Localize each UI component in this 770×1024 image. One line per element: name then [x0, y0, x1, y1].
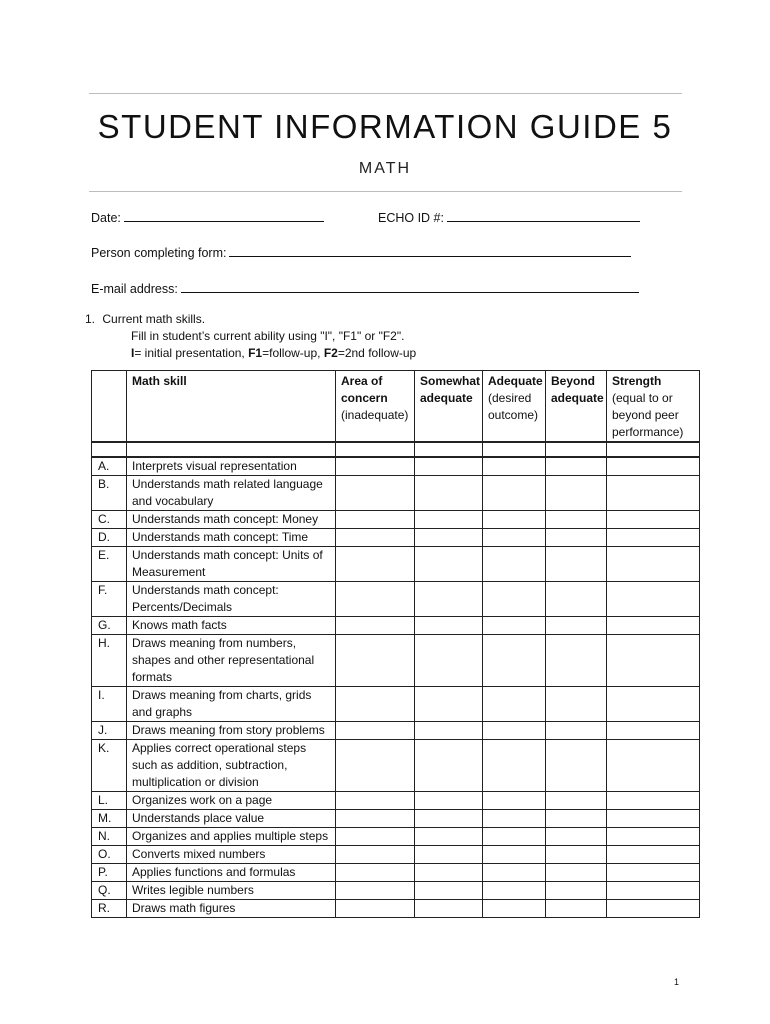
- row-letter: I.: [92, 687, 127, 722]
- spacer-row: [92, 442, 700, 457]
- date-field[interactable]: [91, 210, 324, 225]
- table-row: [92, 457, 700, 476]
- row-letter: L.: [92, 792, 127, 810]
- header-somewhat-adequate: Somewhat adequate: [415, 371, 483, 443]
- row-skill: Understands place value: [127, 810, 336, 828]
- table-row: [92, 582, 700, 617]
- rating-cell-beyond-adequate[interactable]: [546, 687, 607, 722]
- rating-cell-somewhat-adequate[interactable]: [415, 687, 483, 722]
- table-row: [92, 792, 700, 810]
- rating-cell-strength[interactable]: [607, 476, 700, 511]
- email-field[interactable]: [91, 281, 639, 296]
- person-completing-label: Person completing form:: [91, 246, 227, 260]
- rating-cell-area-of-concern[interactable]: [336, 864, 415, 882]
- section-number: 1.: [85, 312, 96, 326]
- table-row: [92, 882, 700, 900]
- row-letter: K.: [92, 740, 127, 792]
- rating-cell-strength[interactable]: [607, 828, 700, 846]
- rating-cell-somewhat-adequate[interactable]: [415, 547, 483, 582]
- header-adequate: Adequate (desired outcome): [483, 371, 546, 443]
- row-skill: Draws math figures: [127, 900, 336, 918]
- row-letter: G.: [92, 617, 127, 635]
- row-letter: R.: [92, 900, 127, 918]
- header-math-skill: Math skill: [127, 371, 336, 443]
- rating-cell-adequate[interactable]: [483, 740, 546, 792]
- rating-cell-beyond-adequate[interactable]: [546, 810, 607, 828]
- rating-cell-area-of-concern[interactable]: [336, 476, 415, 511]
- rating-cell-beyond-adequate[interactable]: [546, 511, 607, 529]
- rating-cell-somewhat-adequate[interactable]: [415, 900, 483, 918]
- rating-cell-adequate[interactable]: [483, 900, 546, 918]
- table-row: [92, 740, 700, 792]
- rating-cell-beyond-adequate[interactable]: [546, 617, 607, 635]
- rating-cell-strength[interactable]: [607, 529, 700, 547]
- date-label: Date:: [91, 211, 121, 225]
- rating-cell-strength[interactable]: [607, 635, 700, 687]
- table-row: [92, 828, 700, 846]
- row-skill: Understands math concept: Time: [127, 529, 336, 547]
- row-skill: Knows math facts: [127, 617, 336, 635]
- page-title: STUDENT INFORMATION GUIDE 5: [97, 108, 673, 145]
- section-heading-text: Current math skills.: [102, 312, 206, 326]
- section-heading: [85, 312, 205, 326]
- rating-cell-beyond-adequate[interactable]: [546, 722, 607, 740]
- legend-f2-key: F2: [323, 346, 338, 360]
- rating-cell-beyond-adequate[interactable]: [546, 846, 607, 864]
- rating-cell-area-of-concern[interactable]: [336, 722, 415, 740]
- header-strength: Strength (equal to or beyond peer performance): [607, 371, 700, 443]
- row-skill: Draws meaning from numbers, shapes and other representational formats: [127, 635, 336, 687]
- rating-cell-area-of-concern[interactable]: [336, 846, 415, 864]
- legend-f1-text: =follow-up,: [262, 346, 324, 360]
- rating-cell-beyond-adequate[interactable]: [546, 792, 607, 810]
- row-skill: Draws meaning from charts, grids and graphs: [127, 687, 336, 722]
- rating-cell-adequate[interactable]: [483, 846, 546, 864]
- rating-cell-adequate[interactable]: [483, 529, 546, 547]
- rating-cell-somewhat-adequate[interactable]: [415, 476, 483, 511]
- section-instruction: Fill in student’s current ability using "I", "F1" or "F2".: [131, 329, 405, 343]
- table-row: [92, 722, 700, 740]
- rating-cell-area-of-concern[interactable]: [336, 617, 415, 635]
- table-row: [92, 635, 700, 687]
- table-header-row: [92, 371, 700, 443]
- rating-cell-somewhat-adequate[interactable]: [415, 722, 483, 740]
- rating-cell-strength[interactable]: [607, 810, 700, 828]
- header-divider: [89, 191, 682, 192]
- row-skill: Interprets visual representation: [127, 457, 336, 476]
- top-divider: [89, 93, 682, 94]
- row-skill: Understands math concept: Units of Measurement: [127, 547, 336, 582]
- row-skill: Writes legible numbers: [127, 882, 336, 900]
- rating-cell-adequate[interactable]: [483, 635, 546, 687]
- legend-i-key: I: [131, 346, 135, 360]
- rating-cell-area-of-concern[interactable]: [336, 547, 415, 582]
- rating-cell-adequate[interactable]: [483, 457, 546, 476]
- rating-cell-area-of-concern[interactable]: [336, 687, 415, 722]
- rating-cell-somewhat-adequate[interactable]: [415, 792, 483, 810]
- legend-i-text: = initial presentation,: [134, 346, 249, 360]
- rating-cell-somewhat-adequate[interactable]: [415, 882, 483, 900]
- rating-cell-adequate[interactable]: [483, 792, 546, 810]
- rating-cell-somewhat-adequate[interactable]: [415, 740, 483, 792]
- row-skill: Applies correct operational steps such as addition, subtraction, multiplication or division: [127, 740, 336, 792]
- rating-cell-beyond-adequate[interactable]: [546, 635, 607, 687]
- rating-cell-strength[interactable]: [607, 792, 700, 810]
- rating-cell-area-of-concern[interactable]: [336, 635, 415, 687]
- rating-cell-strength[interactable]: [607, 511, 700, 529]
- row-skill: Organizes and applies multiple steps: [127, 828, 336, 846]
- person-completing-field[interactable]: [91, 245, 631, 260]
- page-subtitle: MATH: [358, 160, 412, 177]
- table-row: [92, 687, 700, 722]
- rating-cell-somewhat-adequate[interactable]: [415, 617, 483, 635]
- table-row: [92, 617, 700, 635]
- row-letter: C.: [92, 511, 127, 529]
- rating-cell-adequate[interactable]: [483, 882, 546, 900]
- table-row: [92, 846, 700, 864]
- rating-cell-strength[interactable]: [607, 900, 700, 918]
- rating-cell-somewhat-adequate[interactable]: [415, 828, 483, 846]
- row-skill: Understands math concept: Money: [127, 511, 336, 529]
- rating-cell-adequate[interactable]: [483, 582, 546, 617]
- row-letter: A.: [92, 457, 127, 476]
- rating-cell-adequate[interactable]: [483, 722, 546, 740]
- row-letter: P.: [92, 864, 127, 882]
- ability-legend: [131, 346, 416, 360]
- row-skill: Understands math concept: Percents/Decimals: [127, 582, 336, 617]
- rating-cell-adequate[interactable]: [483, 476, 546, 511]
- rating-cell-area-of-concern[interactable]: [336, 828, 415, 846]
- email-label: E-mail address:: [91, 282, 178, 296]
- header-beyond-adequate: Beyond adequate: [546, 371, 607, 443]
- rating-cell-somewhat-adequate[interactable]: [415, 810, 483, 828]
- rating-cell-strength[interactable]: [607, 547, 700, 582]
- row-skill: Organizes work on a page: [127, 792, 336, 810]
- row-skill: Understands math related language and vocabulary: [127, 476, 336, 511]
- row-skill: Draws meaning from story problems: [127, 722, 336, 740]
- rating-cell-somewhat-adequate[interactable]: [415, 529, 483, 547]
- rating-cell-strength[interactable]: [607, 457, 700, 476]
- rating-cell-beyond-adequate[interactable]: [546, 900, 607, 918]
- rating-cell-area-of-concern[interactable]: [336, 882, 415, 900]
- rating-cell-beyond-adequate[interactable]: [546, 582, 607, 617]
- rating-cell-adequate[interactable]: [483, 687, 546, 722]
- table-row: [92, 810, 700, 828]
- rating-cell-somewhat-adequate[interactable]: [415, 511, 483, 529]
- rating-cell-strength[interactable]: [607, 864, 700, 882]
- rating-cell-somewhat-adequate[interactable]: [415, 846, 483, 864]
- echo-id-field[interactable]: [378, 210, 640, 225]
- rating-cell-beyond-adequate[interactable]: [546, 476, 607, 511]
- rating-cell-beyond-adequate[interactable]: [546, 547, 607, 582]
- rating-cell-strength[interactable]: [607, 617, 700, 635]
- rating-cell-strength[interactable]: [607, 740, 700, 792]
- rating-cell-adequate[interactable]: [483, 828, 546, 846]
- rating-cell-adequate[interactable]: [483, 810, 546, 828]
- row-letter: Q.: [92, 882, 127, 900]
- rating-cell-adequate[interactable]: [483, 617, 546, 635]
- rating-cell-somewhat-adequate[interactable]: [415, 457, 483, 476]
- table-row: [92, 547, 700, 582]
- legend-f2-text: =2nd follow-up: [337, 346, 417, 360]
- row-letter: M.: [92, 810, 127, 828]
- rating-cell-adequate[interactable]: [483, 864, 546, 882]
- rating-cell-strength[interactable]: [607, 882, 700, 900]
- row-letter: D.: [92, 529, 127, 547]
- rating-cell-beyond-adequate[interactable]: [546, 882, 607, 900]
- table-row: [92, 476, 700, 511]
- rating-cell-area-of-concern[interactable]: [336, 900, 415, 918]
- math-skills-table: [91, 370, 700, 918]
- row-skill: Applies functions and formulas: [127, 864, 336, 882]
- header-area-of-concern: Area of concern (inadequate): [336, 371, 415, 443]
- row-letter: O.: [92, 846, 127, 864]
- rating-cell-area-of-concern[interactable]: [336, 582, 415, 617]
- rating-cell-area-of-concern[interactable]: [336, 529, 415, 547]
- rating-cell-beyond-adequate[interactable]: [546, 529, 607, 547]
- rating-cell-somewhat-adequate[interactable]: [415, 635, 483, 687]
- row-letter: H.: [92, 635, 127, 687]
- row-letter: B.: [92, 476, 127, 511]
- table-row: [92, 864, 700, 882]
- rating-cell-strength[interactable]: [607, 582, 700, 617]
- rating-cell-strength[interactable]: [607, 687, 700, 722]
- rating-cell-area-of-concern[interactable]: [336, 511, 415, 529]
- row-letter: J.: [92, 722, 127, 740]
- rating-cell-beyond-adequate[interactable]: [546, 864, 607, 882]
- row-skill: Converts mixed numbers: [127, 846, 336, 864]
- row-letter: N.: [92, 828, 127, 846]
- table-row: [92, 900, 700, 918]
- rating-cell-adequate[interactable]: [483, 547, 546, 582]
- rating-cell-beyond-adequate[interactable]: [546, 457, 607, 476]
- table-row: [92, 511, 700, 529]
- rating-cell-beyond-adequate[interactable]: [546, 740, 607, 792]
- rating-cell-somewhat-adequate[interactable]: [415, 864, 483, 882]
- rating-cell-beyond-adequate[interactable]: [546, 828, 607, 846]
- rating-cell-area-of-concern[interactable]: [336, 740, 415, 792]
- rating-cell-strength[interactable]: [607, 722, 700, 740]
- rating-cell-somewhat-adequate[interactable]: [415, 582, 483, 617]
- row-letter: F.: [92, 582, 127, 617]
- rating-cell-area-of-concern[interactable]: [336, 810, 415, 828]
- rating-cell-strength[interactable]: [607, 846, 700, 864]
- row-letter: E.: [92, 547, 127, 582]
- table-row: [92, 529, 700, 547]
- legend-f1-key: F1: [248, 346, 263, 360]
- echo-id-label: ECHO ID #:: [378, 211, 444, 225]
- rating-cell-area-of-concern[interactable]: [336, 792, 415, 810]
- page-number: 1: [674, 977, 680, 987]
- rating-cell-area-of-concern[interactable]: [336, 457, 415, 476]
- header-letter-cell: [92, 371, 127, 443]
- rating-cell-adequate[interactable]: [483, 511, 546, 529]
